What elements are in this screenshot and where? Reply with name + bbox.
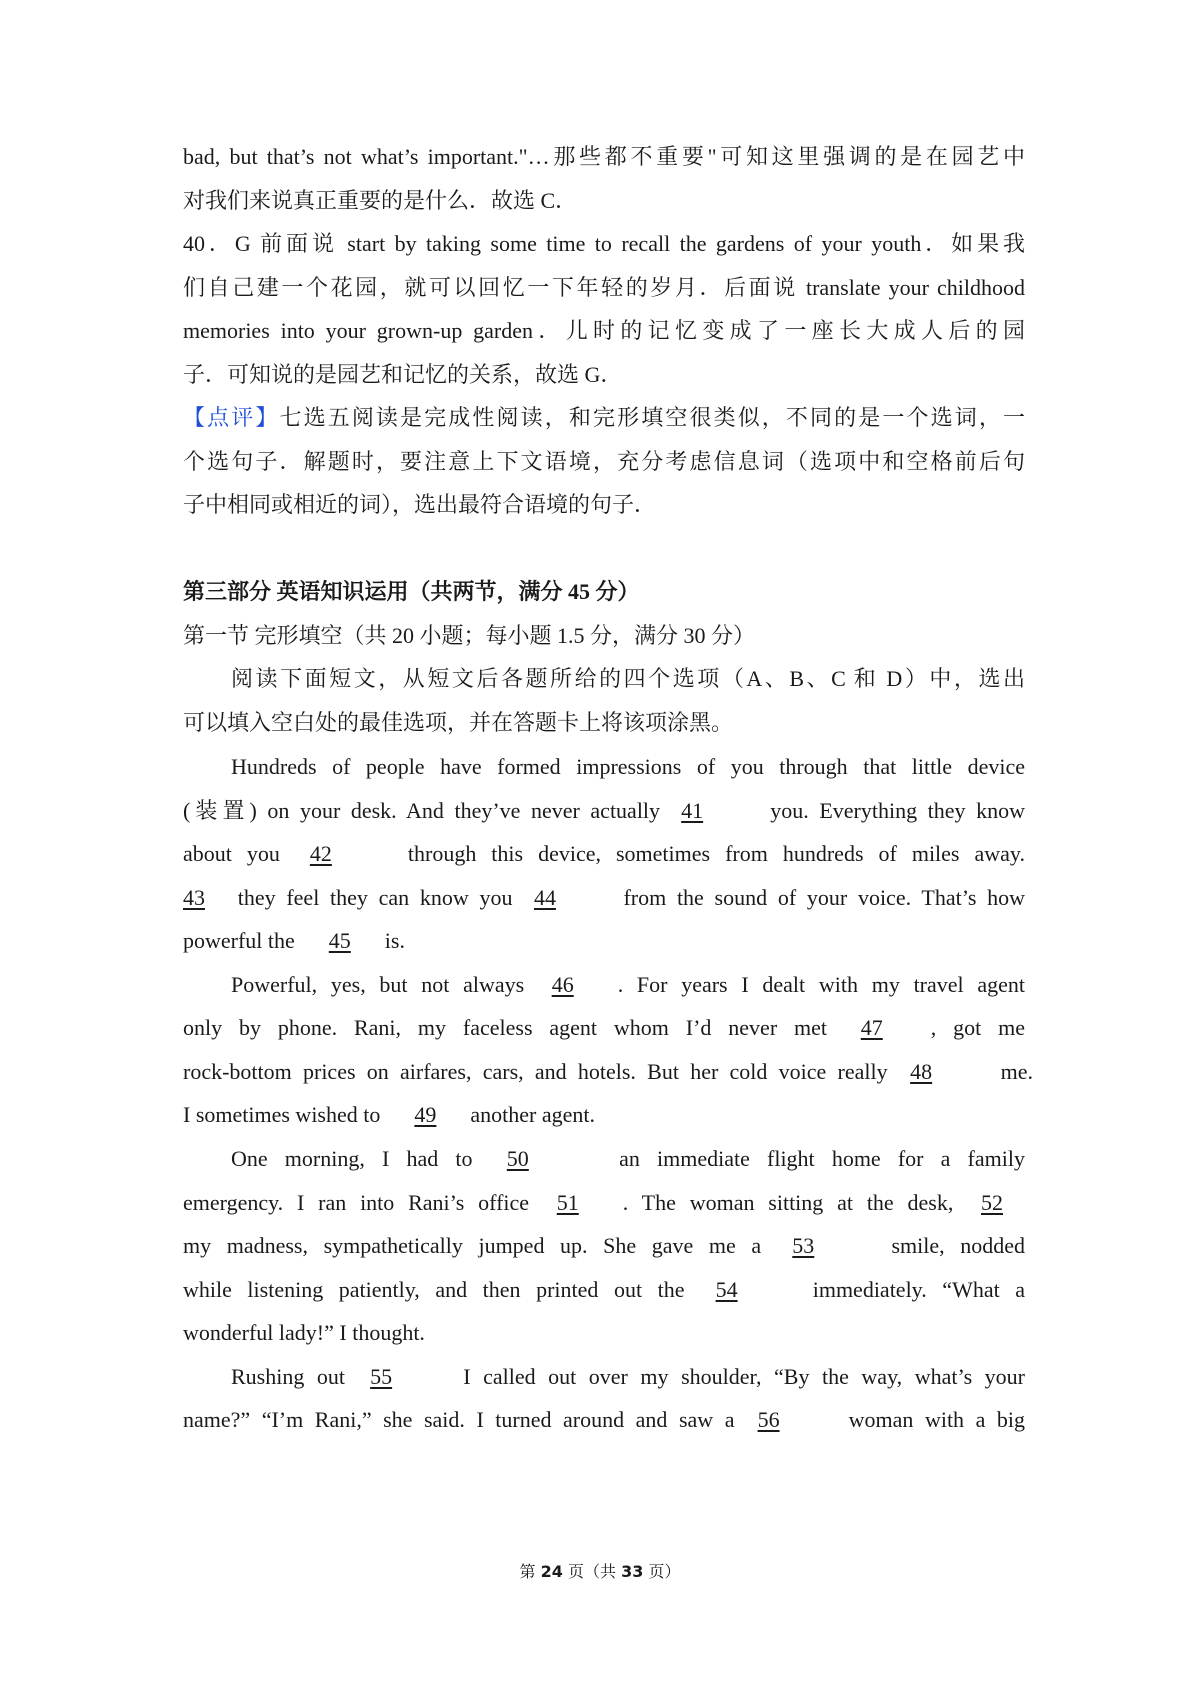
blank-47: 47 bbox=[860, 1015, 883, 1040]
passage-p4-line-2: name?” “I’m Rani,” she said. I turned around and saw a 56 woman with a big bbox=[183, 1405, 1025, 1435]
comment-line-3: 子中相同或相近的词），选出最符合语境的句子． bbox=[183, 492, 657, 517]
page-number: 24 bbox=[540, 1562, 563, 1581]
passage-p3-line-2: emergency. I ran into Rani’s office 51 . The woman sitting at the desk, 52 bbox=[183, 1188, 1025, 1218]
passage-p4-line-1: Rushing out 55 I called out over my shoulder, “By the way, what’s your bbox=[183, 1362, 1025, 1392]
passage-p1-line-1: Hundreds of people have formed impressions of you through that little device bbox=[231, 754, 1025, 779]
blank-48: 48 bbox=[910, 1059, 933, 1084]
comment-line-2: 个选句子．解题时，要注意上下文语境，充分考虑信息词（选项中和空格前后句 bbox=[183, 449, 1025, 474]
passage-p3-line-1: One morning, I had to 50 an immediate flight home for a family bbox=[183, 1144, 1025, 1174]
passage-p3-line-3: my madness, sympathetically jumped up. She gave me a 53 smile, nodded bbox=[183, 1231, 1025, 1261]
blank-51: 51 bbox=[556, 1190, 579, 1215]
footer-middle: 页（共 bbox=[562, 1562, 622, 1581]
blank-53: 53 bbox=[792, 1233, 815, 1258]
blank-50: 50 bbox=[506, 1146, 529, 1171]
comment-line-1 bbox=[183, 403, 1025, 433]
answer-40-line-2: 们自己建一个花园，就可以回忆一下年轻的岁月．后面说 translate your childhood bbox=[183, 275, 1025, 300]
page-footer bbox=[0, 1559, 1200, 1582]
footer-suffix: 页） bbox=[643, 1562, 681, 1581]
blank-46: 46 bbox=[551, 972, 574, 997]
blank-56: 56 bbox=[757, 1407, 780, 1432]
blank-52: 52 bbox=[981, 1190, 1004, 1215]
passage-p3-line-5: wonderful lady!” I thought. bbox=[183, 1320, 425, 1345]
answer-39-line-1: bad, but that’s not what’s important."…那些都不重要"可知这里强调的是在园艺中 bbox=[183, 144, 1025, 169]
instruction-line-1: 阅读下面短文，从短文后各题所给的四个选项（A、B、C 和 D）中，选出 bbox=[231, 666, 1025, 691]
answer-40-line-4: 子．可知说的是园艺和记忆的关系，故选 G． bbox=[183, 362, 623, 387]
comment-text-1: 七选五阅读是完成性阅读，和完形填空很类似，不同的是一个选词，一 bbox=[279, 405, 1025, 430]
blank-55: 55 bbox=[370, 1364, 393, 1389]
passage-p1-line-5: powerful the 45 is. bbox=[183, 926, 1025, 956]
answer-40-line-1: 40．G 前面说 start by taking some time to recall the gardens of your youth．如果我 bbox=[183, 231, 1025, 256]
page-total: 33 bbox=[621, 1562, 644, 1581]
section-subtitle: 第一节 完形填空（共 20 小题；每小题 1.5 分，满分 30 分） bbox=[183, 623, 756, 648]
comment-tag: 【点评】 bbox=[183, 405, 280, 430]
blank-43: 43 bbox=[183, 885, 205, 910]
passage-p1-line-2: (装置) on your desk. And they’ve never actually 41 you. Everything they know bbox=[183, 796, 1025, 826]
passage-p1-line-3: about you 42 through this device, sometimes from hundreds of miles away. bbox=[183, 839, 1025, 869]
passage-p2-line-3: rock-bottom prices on airfares, cars, and hotels. But her cold voice really 48 me. bbox=[183, 1057, 1033, 1087]
footer-prefix: 第 bbox=[519, 1562, 541, 1581]
section-title: 第三部分 英语知识运用（共两节，满分 45 分） bbox=[183, 579, 640, 604]
blank-44: 44 bbox=[533, 885, 556, 910]
passage-p1-line-4: 43 they feel they can know you 44 from the sound of your voice. That’s how bbox=[183, 883, 1025, 913]
passage-p2-line-1: Powerful, yes, but not always 46 . For years I dealt with my travel agent bbox=[183, 970, 1025, 1000]
passage-p2-line-2: only by phone. Rani, my faceless agent whom I’d never met 47 , got me bbox=[183, 1013, 1025, 1043]
instruction-line-2: 可以填入空白处的最佳选项，并在答题卡上将该项涂黑。 bbox=[183, 710, 734, 735]
blank-42: 42 bbox=[309, 841, 332, 866]
blank-45: 45 bbox=[328, 928, 351, 953]
answer-39-line-2: 对我们来说真正重要的是什么．故选 C． bbox=[183, 188, 578, 213]
passage-p3-line-4: while listening patiently, and then printed out the 54 immediately. “What a bbox=[183, 1275, 1025, 1305]
passage-p2-line-4: I sometimes wished to 49 another agent. bbox=[183, 1100, 1025, 1130]
blank-54: 54 bbox=[715, 1277, 738, 1302]
blank-49: 49 bbox=[414, 1102, 437, 1127]
answer-40-line-3: memories into your grown-up garden．儿时的记忆变成了一座长大成人后的园 bbox=[183, 318, 1025, 343]
blank-41: 41 bbox=[681, 798, 704, 823]
